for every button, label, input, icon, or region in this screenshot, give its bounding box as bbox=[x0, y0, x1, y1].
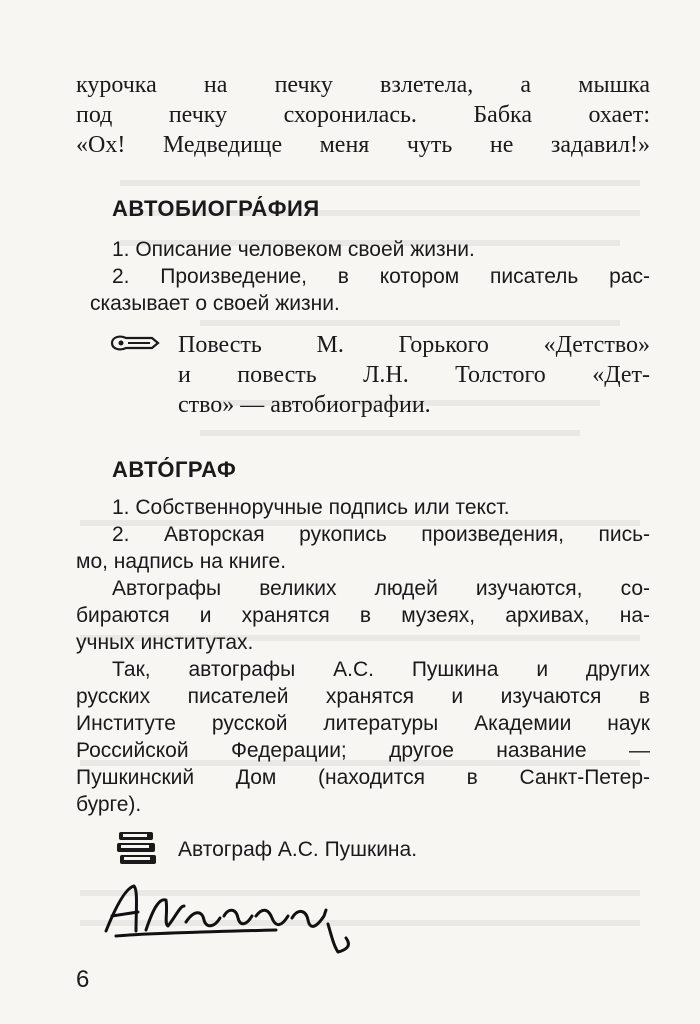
books-icon bbox=[115, 828, 163, 868]
example-line: Повесть М. Горького «Детство» bbox=[178, 332, 650, 358]
intro-paragraph bbox=[76, 70, 650, 160]
autograph-caption: Автограф А.С. Пушкина. bbox=[178, 838, 418, 861]
paragraph-line: русских писателей хранятся и изучаются в bbox=[76, 685, 650, 708]
example-line: ство» — автобиографии. bbox=[178, 392, 431, 418]
paragraph-line: учных институтах. bbox=[76, 631, 254, 654]
pushkin-signature-image bbox=[76, 876, 396, 956]
heading-autograph: АВТО́ГРАФ bbox=[112, 457, 237, 482]
paragraph-line: бурге). bbox=[76, 793, 142, 816]
definition-2-line: мо, надпись на книге. bbox=[76, 550, 287, 573]
paragraph-line: Автографы великих людей изучаются, со- bbox=[112, 577, 650, 600]
paragraph-line: Российской Федерации; другое название — bbox=[76, 739, 650, 762]
definition-2-line: сказывает о своей жизни. bbox=[90, 292, 340, 315]
example-line: и повесть Л.Н. Толстого «Дет- bbox=[178, 362, 650, 388]
paragraph-line: Институте русской литературы Академии наук bbox=[76, 712, 650, 735]
page-number: 6 bbox=[76, 966, 90, 993]
definition-2-line: 2. Авторская рукопись произведения, пись- bbox=[112, 523, 650, 546]
definition-2-line: 2. Произведение, в котором писатель рас- bbox=[112, 265, 650, 288]
definition-1: 1. Собственноручные подпись или текст. bbox=[112, 496, 510, 519]
paragraph-line: Пушкинский Дом (находится в Санкт-Петер- bbox=[76, 766, 650, 789]
autobiography-definitions bbox=[76, 236, 650, 317]
paragraph-line: бираются и хранятся в музеях, архивах, на- bbox=[76, 604, 650, 627]
autograph-definitions bbox=[76, 494, 650, 818]
intro-line: под печку схоронилась. Бабка охает: bbox=[76, 102, 650, 128]
pencil-icon bbox=[108, 332, 160, 354]
intro-line: «Ох! Медведище меня чуть не задавил!» bbox=[76, 132, 650, 158]
heading-autobiography: АВТОБИОГРА́ФИЯ bbox=[112, 196, 320, 221]
paragraph-line: Так, автографы А.С. Пушкина и других bbox=[112, 658, 650, 681]
intro-line: курочка на печку взлетела, а мышка bbox=[76, 72, 650, 98]
autobiography-example bbox=[178, 330, 650, 420]
definition-1: 1. Описание человеком своей жизни. bbox=[112, 238, 475, 261]
